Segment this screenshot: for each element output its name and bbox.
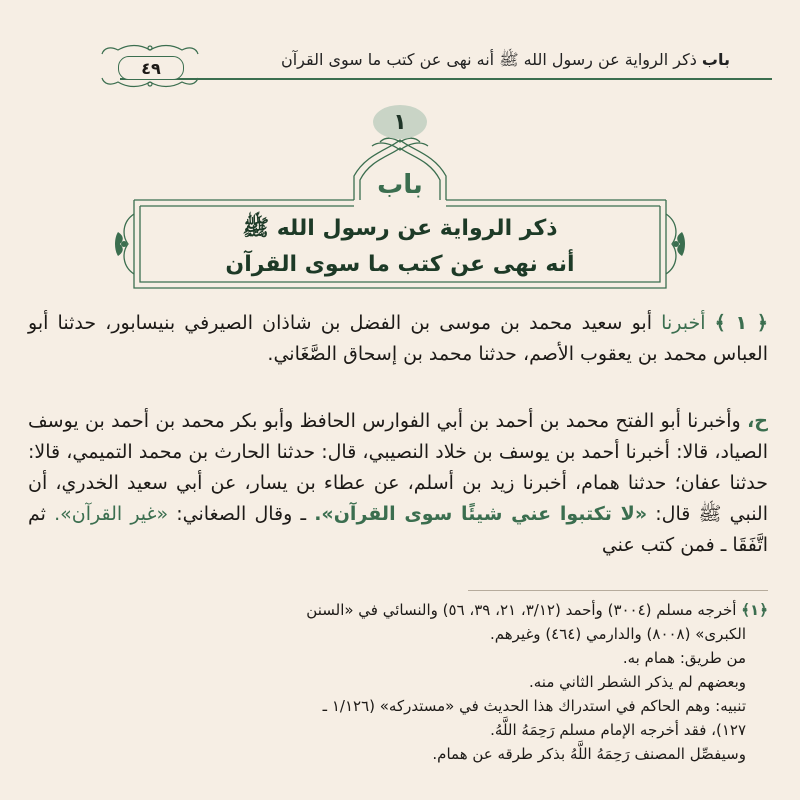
footnote-line	[28, 646, 768, 670]
header-title: ذكر الرواية عن رسول الله ﷺ أنه نهى عن كتب ما سوى القرآن	[280, 50, 697, 69]
chapter-title-line-2: أنه نهى عن كتب ما سوى القرآن	[225, 252, 575, 277]
hadith-paragraph-1	[28, 308, 768, 370]
hadith-lead-word: أخبرنا	[661, 312, 706, 334]
hadith-matn-quote: «لا تكتبوا عني شيئًا سوى القرآن».	[314, 503, 648, 525]
footnote-line	[28, 598, 768, 622]
hadith-isnad-2: وأخبرنا أبو الفتح محمد بن أحمد بن أبي الفوارس الحافظ وأبو بكر محمد بن أحمد بن يوسف الصياد، قالا: أخبرنا أحمد بن يوسف بن خلاد النصيبي، قال: حدثنا الحارث بن محمد التميمي، قالا: حدثنا عفان؛ حدثنا همام، أخبرنا زيد بن أسلم، عن عطاء بن يسار، عن أبي سعيد الخدري، أن النبي ﷺ قال:	[28, 410, 769, 525]
footnote-divider	[468, 590, 768, 591]
hadith-isnad-1: أبو سعيد محمد بن موسى بن الفضل بن شاذان الصيرفي بنيسابور، حدثنا أبو العباس محمد بن يعقوب الأصم، حدثنا محمد بن إسحاق الصَّغَاني.	[28, 312, 768, 365]
header-bab: باب	[701, 50, 730, 69]
hadith-paragraph-2	[28, 406, 768, 561]
chapter-number: ١	[373, 105, 427, 139]
footnote-line	[28, 742, 768, 766]
chapter-bab-label: باب	[377, 170, 423, 200]
hadith-continuation: ثم اتَّفَقَا ـ فمن كتب عني	[28, 503, 768, 556]
hadith-variant-note: ـ وقال الصغاني:	[176, 503, 307, 525]
footnote-line	[28, 694, 768, 718]
tahwil-marker: ح،	[747, 410, 768, 432]
hadith-number-marker: ﴿ ١ ﴾	[714, 312, 769, 334]
chapter-title-line-1: ذكر الرواية عن رسول الله ﷺ	[242, 216, 558, 241]
footnote-text-2: الكبرى» (٨٠٠٨) والدارمي (٤٦٤) وغيرهم.	[490, 625, 746, 643]
footnote-line	[28, 670, 768, 694]
footnote-text-4: وبعضهم لم يذكر الشطر الثاني منه.	[528, 673, 746, 691]
footnote-line	[28, 622, 768, 646]
footnote-marker: ﴿١﴾	[741, 601, 768, 619]
footnotes	[28, 598, 768, 766]
footnote-text-5: تنبيه: وهم الحاكم في استدراك هذا الحديث في «مستدركه» (١/١٢٦ ـ	[322, 697, 746, 715]
hadith-variant-quote: «غير القرآن».	[54, 503, 169, 525]
footnote-text-1: أخرجه مسلم (٣٠٠٤) وأحمد (٣/١٢، ٢١، ٣٩، ٥٦) والنسائي في «السنن	[306, 601, 737, 619]
footnote-line	[28, 718, 768, 742]
footnote-text-6: ١٢٧)، فقد أخرجه الإمام مسلم رَحِمَهُ اللَّهُ.	[490, 721, 746, 739]
footnote-text-7: وسيفصِّل المصنف رَحِمَهُ اللَّهُ بذكر طرقه عن همام.	[432, 745, 746, 763]
page-number: ٤٩	[118, 56, 184, 80]
footnote-text-3: من طريق: همام به.	[622, 649, 746, 667]
